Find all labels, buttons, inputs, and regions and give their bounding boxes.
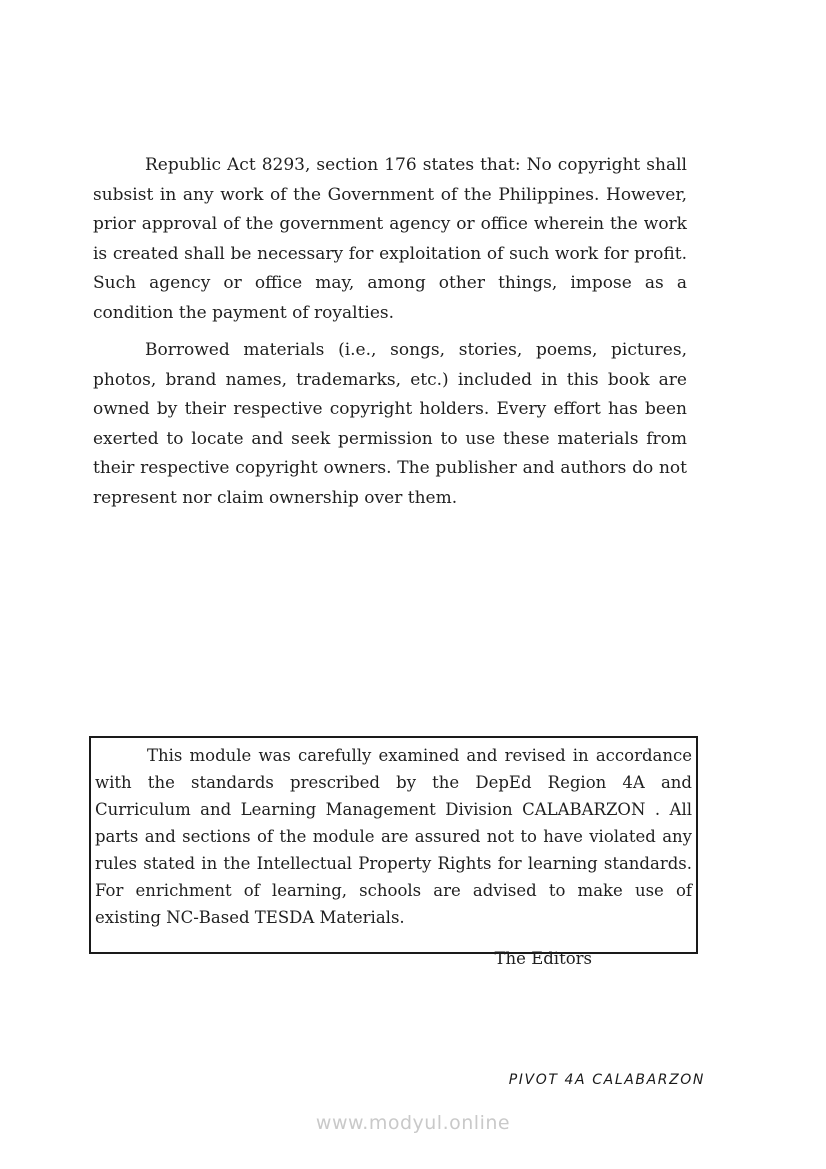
pivot-brand-label: PIVOT 4A CALABARZON xyxy=(508,1072,705,1088)
copyright-section xyxy=(93,151,687,521)
notice-box xyxy=(89,736,698,968)
copyright-paragraph: Republic Act 8293, section 176 states that: No copyright shall subsist in any work of the Government of the Philippines. However, prior approval of the government agency or office wherein the work is created shall be necessary for exploitation of such work for profit. Such agency or office may, among other things, impose as a condition the payment of royalties. xyxy=(93,155,687,323)
borrowed-materials-paragraph: Borrowed materials (i.e., songs, stories, poems, pictures, photos, brand names, trademarks, etc.) included in this book are owned by their respective copyright holders. Every effort has been exerted to locate and seek permission to use these materials from their respective copyright owners. The publisher and authors do not represent nor claim ownership over them. xyxy=(93,340,687,508)
editors-signature: The Editors xyxy=(494,949,592,968)
site-watermark: www.modyul.online xyxy=(315,1112,511,1134)
notice-text: This module was carefully examined and revised in accordance with the standards prescribed by the DepEd Region 4A and Curriculum and Learning Management Division CALABARZON . All parts and sections of the module are assured not to have violated any rules stated in the Intellectual Property Rights for learning standards. For enrichment of learning, schools are advised to make use of existing NC-Based TESDA Materials. xyxy=(95,746,692,927)
